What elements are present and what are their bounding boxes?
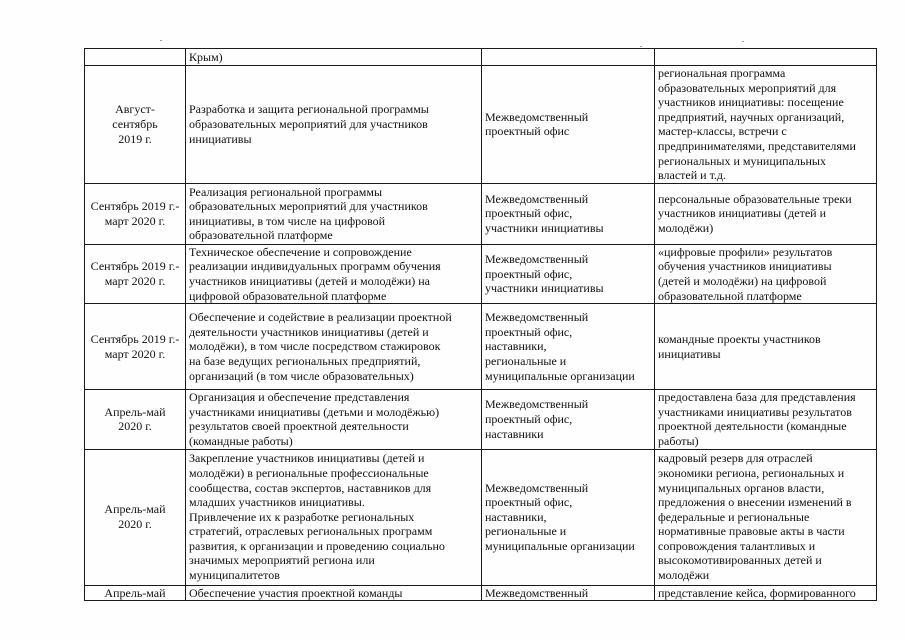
cell-line: высокомотивированных детей и <box>658 553 822 568</box>
cell-line: Межведомственный <box>485 252 589 267</box>
cell-line: Реализация региональной программы <box>189 184 383 199</box>
date-cell <box>85 304 186 390</box>
table-row <box>85 304 877 390</box>
cell-line: проектный офис, <box>485 206 573 221</box>
cell-line: муниципальные организации <box>485 368 635 383</box>
date-cell <box>85 66 186 184</box>
cell-line: участниками инициативы (детьми и молодёжью) <box>189 404 440 419</box>
cell-line: наставники, <box>485 339 547 354</box>
cell-line: предложения о внесении изменений в <box>658 495 852 510</box>
result-cell <box>655 244 877 303</box>
cell-line: проектный офис, <box>485 266 573 281</box>
cell-line: предоставлена база для представления <box>658 390 856 405</box>
date-cell <box>85 449 186 585</box>
cell-line: организаций (в том числе образовательных) <box>189 368 414 383</box>
result-cell <box>655 49 877 66</box>
cell-line: предприятий, научных организаций, <box>658 109 845 124</box>
responsible-cell <box>482 304 655 390</box>
cell-line: кадровый резерв для отраслей <box>658 451 813 466</box>
cell-line: муниципальных органов власти, <box>658 480 825 495</box>
responsible-cell <box>482 390 655 449</box>
cell-line: Обеспечение участия проектной команды <box>189 585 403 600</box>
cell-line: наставники, <box>485 509 547 524</box>
cell-line: региональные и <box>485 524 567 539</box>
cell-line: Межведомственный <box>485 397 589 412</box>
cell-line: молодёжи) <box>658 221 714 236</box>
responsible-cell <box>482 449 655 585</box>
cell-line: образовательных мероприятий для участников <box>189 199 428 214</box>
cell-line: (командные работы) <box>189 433 293 448</box>
activity-cell <box>186 390 482 449</box>
cell-line: Апрель-май <box>104 585 166 600</box>
cell-line: Межведомственный <box>485 310 589 325</box>
responsible-cell <box>482 183 655 244</box>
cell-line: проектный офис, <box>485 412 573 427</box>
cell-line: инициативы <box>189 131 252 146</box>
date-cell <box>85 183 186 244</box>
cell-line: развития, к организации и проведению социально <box>189 538 445 553</box>
activity-cell <box>186 49 482 66</box>
cell-line: проектный офис <box>485 124 570 139</box>
cell-line: Обеспечение и содействие в реализации проектной <box>189 310 452 325</box>
cell-line: молодёжи), в том числе посредством стажировок <box>189 339 441 354</box>
date-cell <box>85 244 186 303</box>
cell-line: цифровой образовательной платформе <box>189 288 387 303</box>
scan-artifact <box>160 40 162 41</box>
cell-line: региональных и муниципальных <box>658 153 826 168</box>
activity-cell <box>186 183 482 244</box>
result-cell <box>655 585 877 601</box>
cell-line: нормативные правовые акты в части <box>658 524 845 539</box>
cell-line: участников инициативы: посещение <box>658 95 844 110</box>
cell-line: сообщества, состав экспертов, наставников для <box>189 480 432 495</box>
cell-line: младших участников инициативы. <box>189 495 365 510</box>
cell-line: участники инициативы <box>485 221 604 236</box>
scan-artifact <box>742 41 744 42</box>
cell-line: инициативы, в том числе на цифровой <box>189 213 386 228</box>
cell-line: (детей и молодёжи) на цифровой <box>658 273 827 288</box>
cell-line: реализации индивидуальных программ обучения <box>189 259 441 274</box>
date-cell <box>85 585 186 601</box>
cell-line: март 2020 г. <box>104 346 166 361</box>
responsible-cell <box>482 244 655 303</box>
table-row-fragment <box>85 49 877 66</box>
plan-table <box>84 48 877 601</box>
cell-line: властей и т.д. <box>658 168 727 183</box>
cell-line: сентябрь <box>112 117 158 132</box>
cell-line: образовательных мероприятий для участников <box>189 117 428 132</box>
responsible-cell <box>482 49 655 66</box>
cell-line: Организация и обеспечение представления <box>189 390 410 405</box>
activity-cell <box>186 449 482 585</box>
cell-line: сопровождения талантливых и <box>658 538 816 553</box>
activity-cell <box>186 304 482 390</box>
cell-line: «цифровые профили» результатов <box>658 244 833 259</box>
cell-line: стратегий, отраслевых региональных программ <box>189 524 433 539</box>
cell-line: Привлечение их к разработке региональных <box>189 509 415 524</box>
cell-line: Межведомственный <box>485 585 589 600</box>
cell-line: Межведомственный <box>485 109 589 124</box>
table-row <box>85 390 877 449</box>
cell-line: работы) <box>658 433 699 448</box>
cell-line: участников инициативы (детей и <box>658 206 827 221</box>
cell-line: предпринимателями, представителями <box>658 138 856 153</box>
activity-cell <box>186 585 482 601</box>
scan-artifact <box>640 46 642 47</box>
cell-line: Техническое обеспечение и сопровождение <box>189 244 412 259</box>
table-row <box>85 66 877 184</box>
cell-line: Апрель-май <box>104 502 166 517</box>
cell-line: деятельности участников инициативы (детей и <box>189 324 429 339</box>
cell-line: Сентябрь 2019 г.- <box>90 199 180 214</box>
cell-line: Сентябрь 2019 г.- <box>90 259 180 274</box>
result-cell <box>655 66 877 184</box>
cell-line: Август- <box>115 102 155 117</box>
table-row <box>85 585 877 601</box>
cell-line: наставники <box>485 426 544 441</box>
cell-line: образовательной платформе <box>189 228 333 243</box>
cell-line: 2020 г. <box>118 419 152 434</box>
cell-line: 2020 г. <box>118 517 152 531</box>
cell-line: командные проекты участников <box>658 332 821 347</box>
result-cell <box>655 183 877 244</box>
cell-line: муниципалитетов <box>189 568 280 583</box>
cell-line: молодёжи) в региональные профессиональные <box>189 465 429 480</box>
date-cell <box>85 390 186 449</box>
cell-line: март 2020 г. <box>104 273 166 288</box>
date-cell <box>85 49 186 66</box>
cell-line: Закрепление участников инициативы (детей и <box>189 451 425 466</box>
cell-line: образовательных мероприятий для <box>658 80 837 95</box>
cell-line: участниками инициативы результатов <box>658 404 852 419</box>
table-row <box>85 183 877 244</box>
responsible-cell <box>482 585 655 601</box>
cell-line: экономики региона, региональных и <box>658 465 845 480</box>
cell-line: результатов своей проектной деятельности <box>189 419 409 434</box>
cell-line: муниципальные организации <box>485 538 635 553</box>
cell-line: персональные образовательные треки <box>658 191 852 206</box>
responsible-cell <box>482 66 655 184</box>
cell-line: участников инициативы (детей и молодёжи) на <box>189 273 430 288</box>
cell-line: Апрель-май <box>104 404 166 419</box>
result-cell <box>655 449 877 585</box>
cell-line: региональная программа <box>658 66 786 80</box>
cell-line: март 2020 г. <box>104 213 166 228</box>
cell-line: участники инициативы <box>485 281 604 296</box>
cell-line: представление кейса, формированного <box>658 585 856 600</box>
cell-line: проектный офис, <box>485 495 573 510</box>
cell-line: мастер-классы, встречи с <box>658 124 787 139</box>
table-row <box>85 244 877 303</box>
cell-line: проектный офис, <box>485 324 573 339</box>
table-row <box>85 449 877 585</box>
cell-line: Межведомственный <box>485 480 589 495</box>
cell-line: Разработка и защита региональной программы <box>189 102 429 117</box>
cell-line: 2019 г. <box>118 131 152 146</box>
activity-cell <box>186 244 482 303</box>
result-cell <box>655 390 877 449</box>
cell-line: федеральные и региональные <box>658 509 810 524</box>
cell-line: обучения участников инициативы <box>658 259 832 274</box>
result-cell <box>655 304 877 390</box>
cell-line: образовательной платформе <box>658 288 802 303</box>
activity-cell <box>186 66 482 184</box>
cell-line: значимых мероприятий региона или <box>189 553 375 568</box>
cell-line: инициативы <box>658 346 721 361</box>
cell-line: на базе ведущих региональных предприятий, <box>189 353 421 368</box>
cell-line: Сентябрь 2019 г.- <box>90 332 180 347</box>
cell-line: региональные и <box>485 353 567 368</box>
cell-line: Межведомственный <box>485 191 589 206</box>
cell-line: проектной деятельности (командные <box>658 419 847 434</box>
cell-line: молодёжи <box>658 568 710 583</box>
cell-line: Крым) <box>189 49 223 64</box>
